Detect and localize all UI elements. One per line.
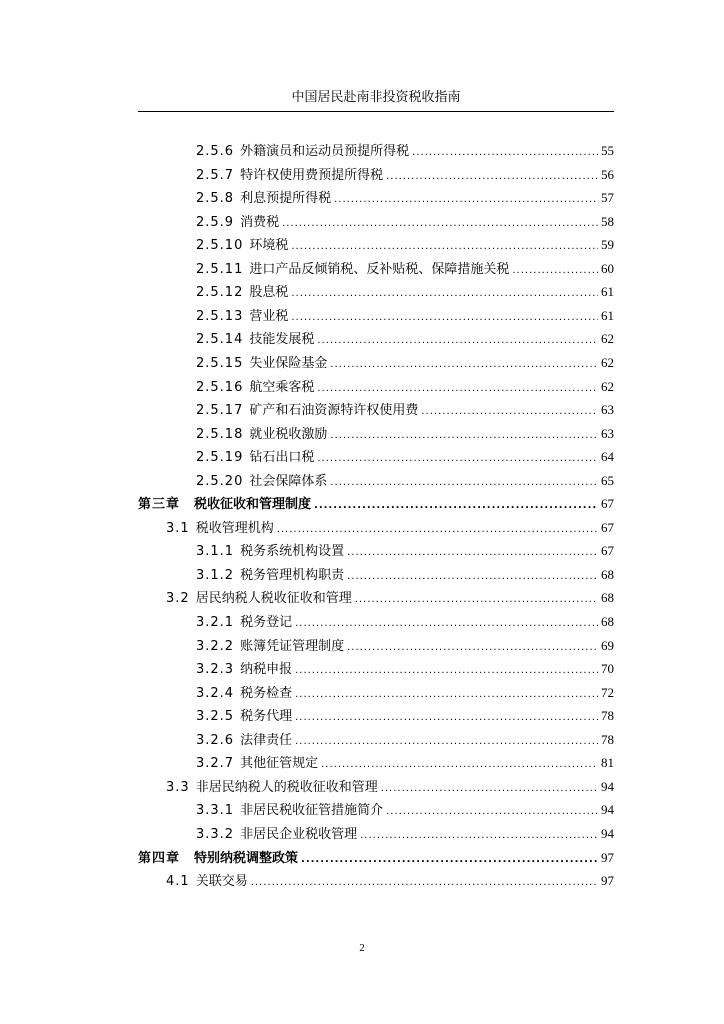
page-header: 中国居民赴南非投资税收指南 [138,86,614,112]
toc-entry-title: 技能发展税 [249,332,315,348]
toc-entry-number: 3.2.7 [196,756,235,772]
toc-entry-page: 72 [601,684,614,700]
toc-leader-dots [282,218,598,229]
toc-entry-title: 税收管理机构 [195,520,274,536]
toc-entry-title: 税务登记 [240,615,293,630]
toc-entry-page: 69 [601,637,614,653]
toc-entry[interactable] [138,847,614,869]
toc-entry-page: 67 [601,543,614,559]
toc-entry-number: 4.1 [166,874,190,890]
toc-leader-dots [251,877,598,888]
toc-entry[interactable] [196,258,614,280]
toc-entry[interactable] [196,799,614,821]
toc-leader-dots [295,689,598,700]
toc-entry-number: 3.1 [166,520,190,536]
toc-entry-number: 2.5.6 [196,144,235,159]
toc-leader-dots [314,500,598,511]
toc-entry[interactable] [196,611,614,633]
toc-leader-dots [421,406,598,417]
toc-leader-dots [330,477,598,488]
toc-entry-number: 3.2.4 [196,685,235,701]
toc-leader-dots [291,288,598,299]
toc-leader-dots [317,453,598,464]
toc-entry-number: 2.5.9 [196,214,235,230]
toc-leader-dots [301,854,598,865]
toc-entry[interactable] [196,470,614,492]
toc-entry[interactable] [166,776,614,798]
toc-entry[interactable] [196,399,614,421]
toc-entry-title: 消费税 [240,214,280,230]
toc-entry-page: 58 [601,213,614,229]
toc-entry[interactable] [196,328,614,350]
toc-entry[interactable] [196,164,614,186]
toc-entry-title: 航空乘客税 [249,379,315,395]
toc-entry-number: 2.5.8 [196,191,235,207]
toc-leader-dots [295,618,598,629]
toc-entry-number: 2.5.17 [196,403,244,419]
toc-entry-number: 3.3 [166,779,190,795]
toc-entry-page: 68 [601,566,614,582]
toc-entry[interactable] [196,752,614,774]
toc-entry-number: 3.2.5 [196,709,235,725]
toc-entry-page: 64 [601,449,614,465]
toc-leader-dots [512,265,598,276]
toc-entry[interactable] [196,658,614,680]
toc-leader-dots [355,594,598,605]
toc-entry-title: 居民纳税人税收征收和管理 [195,591,352,607]
toc-leader-dots [317,335,598,346]
toc-entry-title: 关联交易 [195,874,248,890]
toc-entry-number: 2.5.12 [196,285,244,301]
toc-entry-page: 70 [601,661,614,677]
toc-entry-title: 法律责任 [240,732,293,748]
toc-entry-title: 环境税 [249,238,289,254]
toc-entry[interactable] [196,211,614,233]
toc-leader-dots [295,665,598,676]
toc-entry-page: 62 [601,331,614,347]
toc-entry-title: 社会保障体系 [249,473,328,489]
toc-entry[interactable] [196,281,614,303]
page-number: 2 [359,942,365,954]
toc-entry-number: 第四章 [138,850,181,866]
toc-entry[interactable] [196,729,614,751]
toc-entry-number: 2.5.14 [196,332,244,348]
toc-entry-title: 税务代理 [240,709,293,725]
toc-entry-title: 其他征管规定 [240,756,319,772]
toc-entry[interactable] [196,564,614,586]
toc-entry-number: 3.2.3 [196,662,235,678]
toc-entry-page: 65 [601,472,614,488]
toc-leader-dots [330,430,598,441]
toc-entry-page: 94 [601,802,614,818]
toc-entry-title: 利息预提所得税 [240,191,332,207]
toc-entry-title: 钻石出口税 [249,450,315,466]
toc-entry-number: 3.2 [166,591,190,607]
toc-entry-page: 97 [601,873,614,889]
toc-entry-page: 94 [601,778,614,794]
toc-entry-number: 2.5.16 [196,379,244,395]
toc-leader-dots [386,806,598,817]
toc-entry-page: 97 [601,849,614,865]
toc-entry[interactable] [166,517,614,539]
toc-leader-dots [291,312,598,323]
toc-entry[interactable] [196,446,614,468]
toc-entry-page: 63 [601,402,614,418]
toc-entry-title: 纳税申报 [240,662,293,678]
toc-entry-number: 2.5.13 [196,308,244,324]
toc-leader-dots [295,736,598,747]
toc-entry-title: 就业税收激励 [249,426,328,442]
toc-leader-dots [381,783,598,794]
toc-entry-page: 67 [601,519,614,535]
toc-entry-number: 3.2.1 [196,615,235,630]
toc-leader-dots [295,712,598,723]
toc-entry-page: 59 [601,237,614,253]
toc-entry[interactable] [196,635,614,657]
toc-entry-number: 2.5.10 [196,238,244,254]
toc-entry-page: 68 [601,614,614,629]
toc-entry-number: 3.3.1 [196,803,235,819]
toc-entry[interactable] [196,352,614,374]
toc-entry-number: 3.3.2 [196,826,235,842]
toc-entry-number: 3.1.1 [196,544,235,560]
toc-entry-page: 56 [601,166,614,182]
toc-leader-dots [334,194,598,205]
toc-entry-number: 2.5.11 [196,261,244,277]
toc-entry-title: 失业保险基金 [249,355,328,371]
toc-entry-title: 非居民企业税收管理 [240,826,358,842]
toc-entry[interactable] [196,823,614,845]
toc-entry[interactable] [166,870,614,892]
toc-entry-title: 税务检查 [240,685,293,701]
toc-leader-dots [277,524,598,535]
toc-entry-page: 94 [601,825,614,841]
toc-entry-title: 股息税 [249,285,289,301]
toc-leader-dots [386,171,598,182]
toc-entry-number: 2.5.18 [196,426,244,442]
toc-entry-title: 税务管理机构职责 [240,567,345,583]
toc-leader-dots [291,241,598,252]
toc-entry-title: 税务系统机构设置 [240,544,345,560]
toc-entry-title: 税收征收和管理制度 [194,497,312,513]
toc-entry[interactable] [138,493,614,515]
toc-entry-number: 3.2.6 [196,732,235,748]
toc-entry[interactable] [196,540,614,562]
toc-entry-title: 特许权使用费预提所得税 [240,167,384,183]
toc-entry[interactable] [196,140,614,162]
toc-entry-page: 55 [601,143,614,158]
toc-entry-number: 2.5.19 [196,450,244,466]
toc-entry-title: 矿产和石油资源特许权使用费 [249,403,419,419]
toc-entry-title: 非居民税收征管措施简介 [240,803,384,819]
toc-entry[interactable] [196,682,614,704]
toc-entry[interactable] [196,423,614,445]
toc-entry-title: 营业税 [249,308,289,324]
toc-entry-title: 特别纳税调整政策 [194,850,299,866]
toc-leader-dots [330,359,598,370]
toc-entry-page: 78 [601,731,614,747]
toc-entry-page: 61 [601,284,614,300]
toc-entry[interactable] [196,305,614,327]
toc-entry-number: 第三章 [138,497,181,513]
toc-entry[interactable] [196,234,614,256]
toc-entry-number: 3.2.2 [196,638,235,654]
toc-entry-title: 外籍演员和运动员预提所得税 [240,144,410,159]
toc-entry-number: 2.5.20 [196,473,244,489]
toc-entry-title: 非居民纳税人的税收征收和管理 [195,779,378,795]
toc-entry-page: 68 [601,590,614,606]
toc-entry[interactable] [196,187,614,209]
toc-entry-page: 78 [601,708,614,724]
toc-entry-number: 2.5.15 [196,355,244,371]
toc-leader-dots [360,830,598,841]
toc-entry-page: 67 [601,496,614,512]
toc-entry[interactable] [196,376,614,398]
toc-leader-dots [347,642,598,653]
toc-entry-page: 63 [601,425,614,441]
toc-entry-title: 账簿凭证管理制度 [240,638,345,654]
toc-leader-dots [317,383,598,394]
toc-leader-dots [347,571,598,582]
toc-entry-page: 62 [601,354,614,370]
toc-entry-page: 60 [601,260,614,276]
toc-leader-dots [347,547,598,558]
toc-entry-number: 3.1.2 [196,567,235,583]
toc-entry[interactable] [196,705,614,727]
toc-entry-number: 2.5.7 [196,167,235,183]
toc-entry-title: 进口产品反倾销税、反补贴税、保障措施关税 [249,261,510,277]
toc-entry-page: 62 [601,378,614,394]
toc-leader-dots [412,147,598,158]
toc-entry-page: 81 [601,755,614,771]
toc-entry-page: 57 [601,190,614,206]
toc-entry[interactable] [166,587,614,609]
toc-entry-page: 61 [601,307,614,323]
toc-leader-dots [321,759,598,770]
